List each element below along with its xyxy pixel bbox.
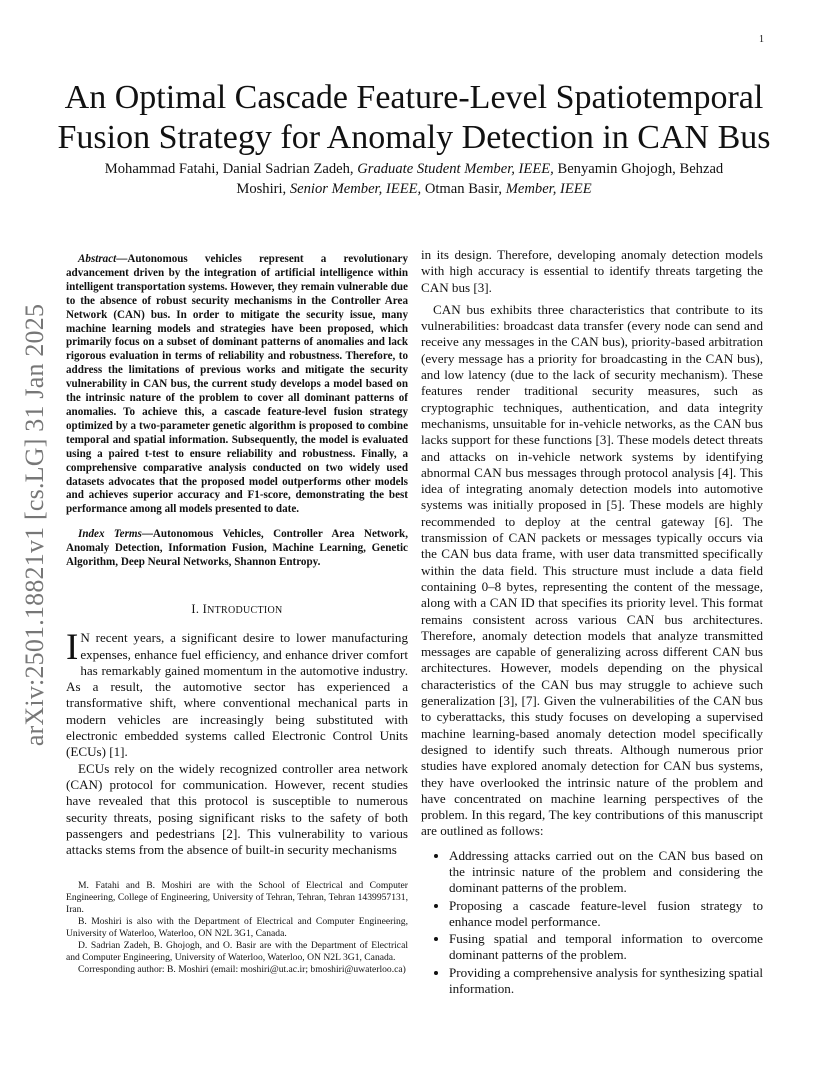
arxiv-identifier-text: arXiv:2501.18821v1 [cs.LG] 31 Jan 2025 (20, 303, 49, 747)
authors-part-1: Mohammad Fatahi, Danial Sadrian Zadeh, (104, 161, 358, 177)
drop-cap: I (66, 627, 79, 669)
list-item: • Addressing attacks carried out on the CAN bus based on the intrinsic nature of the problem and considering the dominant patterns of the problem. (449, 848, 763, 897)
authors-role-2: Senior Member, IEEE, (289, 181, 422, 197)
page-number: 1 (759, 34, 764, 45)
footnote-corresponding-author: Corresponding author: B. Moshiri (email: moshiri@ut.ac.ir; bmoshiri@uwaterloo.ca) (78, 964, 406, 976)
section-name: NTRODUCTION (207, 604, 283, 616)
footnote-affiliation-3: D. Sadrian Zadeh, B. Ghojogh, and O. Basir are with the Department of Electrical and Computer Engineering, University of Waterloo, Waterloo, ON N2L 3G1, Canada. (66, 940, 408, 964)
index-terms-lead: Index Terms (78, 528, 142, 541)
index-terms-text: —Autonomous Vehicles, Controller Area Network, Anomaly Detection, Information Fusion, Machine Learning, Genetic Algorithm, Deep Neural Networks, Shannon Entropy. (66, 528, 408, 569)
intro-paragraph-1 (66, 627, 408, 760)
footnotes (66, 880, 408, 976)
left-column (66, 253, 408, 976)
author-list (80, 159, 748, 199)
abstract-text: —Autonomous vehicles represent a revolutionary advancement driven by the integration of artificial intelligence within intelligent transportation systems. However, they remain vulnerable due to the absence of robust security mechanisms in the Controller Area Network (CAN) bus. In order to mitigate the security issue, many machine learning models and strategies have been proposed, which primarily focus on a subset of dominant patterns of anomalies and lack rigorous evaluation in terms of reliability and robustness. Therefore, to address the limitations of previous works and mitigate the security vulnerability in CAN bus, the current study develops a model based on the intrinsic nature of the problem to cover all dominant patterns of anomalies. To achieve this, a cascade feature-level fusion strategy optimized by a two-parameter genetic algorithm is proposed to combine temporal and spatial information. Subsequently, the model is evaluated using a paired t-test to ensure reliability and robustness. Finally, a comprehensive comparative analysis conducted on two widely used datasets advocates that the proposed model outperforms other models and achieves superior accuracy and F1-score, demonstrating the best performance among all models presented to date. (66, 253, 408, 516)
contributions-list (421, 848, 763, 998)
authors-role-3: Member, IEEE (505, 181, 592, 197)
intro-paragraph-2: ECUs rely on the widely recognized controller area network (CAN) protocol for communication. However, recent studies have revealed that this protocol is susceptible to numerous security threats, posing significant risks to the safety of both passengers and pedestrians [2]. This vulnerability to various attacks stems from the absence of built-in security mechanisms (66, 760, 408, 858)
authors-role-1: Graduate Student Member, IEEE, (357, 161, 554, 177)
list-item: • Providing a comprehensive analysis for synthesizing spatial information. (449, 965, 763, 998)
arxiv-identifier-stamp (18, 295, 52, 755)
authors-part-3: Otman Basir, (421, 181, 506, 197)
authors-part-2: Benyamin Ghojogh, Behzad Moshiri, (236, 161, 724, 197)
footnote-affiliation-2: B. Moshiri is also with the Department of Electrical and Computer Engineering, University of Waterloo, Waterloo, ON N2L 3G1, Canada. (66, 916, 408, 940)
intro-paragraph-2-continued: in its design. Therefore, developing anomaly detection models with high accuracy is essential to identify threats targeting the CAN bus [3]. (421, 247, 763, 295)
abstract (66, 253, 408, 517)
intro-paragraph-1-text: N recent years, a significant desire to lower manufacturing expenses, enhance fuel efficiency, and enhance driver comfort has remarkably gained momentum in the automotive industry. As a result, the automotive sector has experienced a transformative shift, where conventional mechanical parts in modern vehicles are increasingly being substituted with electronic embedded systems called Electronic Control Units (ECUs) [1]. (66, 630, 408, 760)
paper-title: An Optimal Cascade Feature-Level Spatiotemporal Fusion Strategy for Anomaly Detection in CAN Bus (57, 79, 771, 156)
intro-paragraph-3: CAN bus exhibits three characteristics that contribute to its vulnerabilities: broadcast data transfer (every node can send and receive any messages in the CAN bus), priority-based arbitration (every message has a priority for broadcasting in the CAN bus), and low latency (due to the lack of security mechanism). These features render traditional security measures, such as cryptographic techniques, authentication, and data integrity mechanisms, unsuitable for in-vehicle networks, as the CAN bus lacks support for these functions [3]. These models detect threats and attacks on in-vehicle network systems by identifying abnormal CAN bus messages through protocol analysis [4]. This idea of integrating anomaly detection models into automotive systems was initially proposed in [5]. These models are highly recommended to deploy at the central gateway [6]. The transmission of CAN packets or messages typically occurs via the CAN bus data frame, with user data transmitted specifically within the data field. This structure must include a data field containing 0–8 bytes, representing the content of the message, along with a CAN ID that specifies its priority level. This format remains consistent across various CAN bus architectures. Therefore, anomaly detection models that analyze transmitted messages are capable of generalizing across different CAN bus architectures. However, models depending on the physical characteristics of the CAN bus may struggle to achieve such generalization [3], [7]. Given the vulnerabilities of the CAN bus to cyberattacks, this study focuses on developing a supervised machine learning-based anomaly detection model specifically designed to identify such threats. Although numerous prior studies have explored anomaly detection for CAN bus systems, they have overlooked the intrinsic nature of the problem and have concentrated on machine learning perspectives of the problem. In this regard, The key contributions of this manuscript are outlined as follows: (421, 301, 763, 839)
list-item: • Fusing spatial and temporal information to overcome dominant patterns of the problem. (449, 931, 763, 964)
right-column (421, 247, 763, 998)
abstract-lead: Abstract (78, 253, 117, 265)
list-item: • Proposing a cascade feature-level fusion strategy to enhance model performance. (449, 898, 763, 931)
section-numeral: I. I (191, 601, 208, 616)
footnote-affiliation-1: M. Fatahi and B. Moshiri are with the School of Electrical and Computer Engineering, College of Engineering, University of Tehran, Tehran, Tehran 1439957131, Iran. (66, 880, 408, 916)
index-terms (66, 528, 408, 570)
section-heading-introduction (66, 601, 408, 619)
